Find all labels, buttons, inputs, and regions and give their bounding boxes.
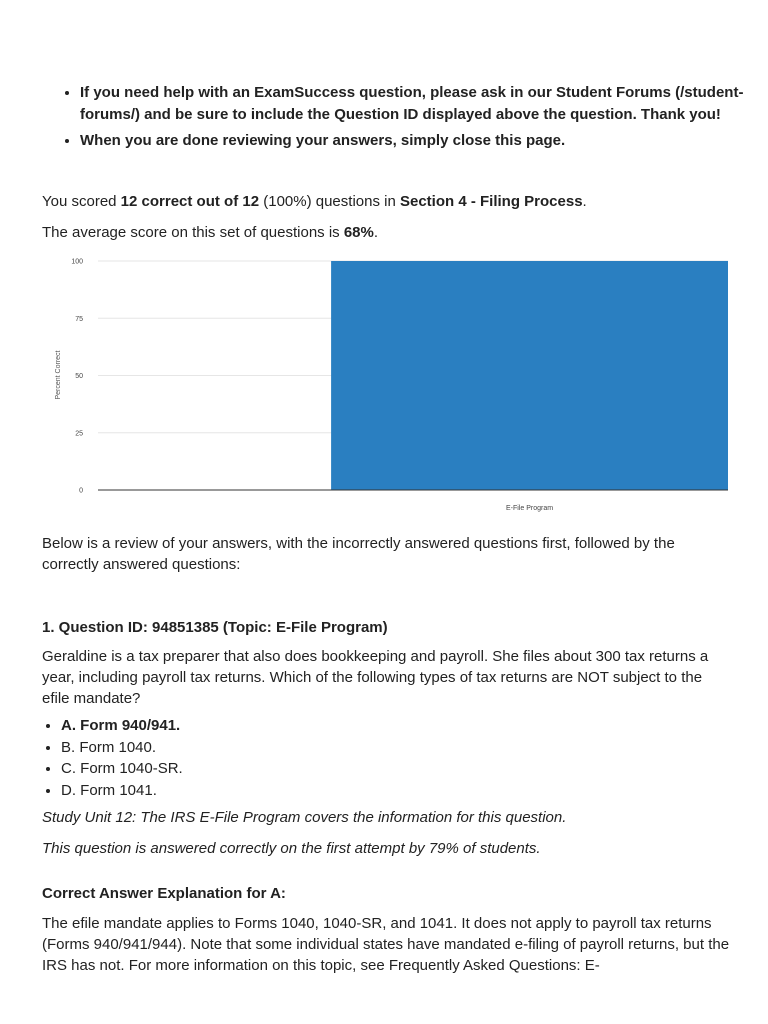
score-prefix: You scored <box>42 193 121 210</box>
score-correct: 12 correct out of 12 <box>120 193 260 210</box>
answer-choices <box>42 715 183 801</box>
chart-y-tick-label: 75 <box>75 315 83 323</box>
study-unit-note: Study Unit 12: The IRS E-File Program covers the information for this question. <box>42 809 567 826</box>
average-value: 68% <box>343 224 374 241</box>
score-chart-svg <box>42 252 732 518</box>
score-section: Section 4 - Filing Process <box>399 193 583 210</box>
question-text: Geraldine is a tax preparer that also does bookkeeping and payroll. She files about 300 tax returns a year, including payroll tax returns. Which of the following types of tax returns are NOT subject to the efile mandate? <box>42 648 709 707</box>
score-percent: (100%) questions in <box>259 193 400 210</box>
chart-y-tick-label: 100 <box>71 258 83 266</box>
average-score <box>42 222 378 243</box>
chart-bars <box>331 261 728 490</box>
chart-x-labels <box>506 505 553 512</box>
chart-bar-e-file-program <box>331 261 728 490</box>
choice-c: • C. Form 1040-SR. <box>61 758 183 780</box>
explanation-title: Correct Answer Explanation for A: <box>42 885 286 902</box>
chart-y-axis-label: Percent Correct <box>55 350 62 400</box>
question-title: 1. Question ID: 94851385 (Topic: E-File Program) <box>42 619 388 636</box>
chart-y-ticks <box>71 259 83 495</box>
first-attempt-stats: This question is answered correctly on the first attempt by 79% of students. <box>42 840 541 857</box>
chart-y-tick-label: 25 <box>75 430 83 438</box>
help-notes <box>42 82 768 157</box>
choice-b: • B. Form 1040. <box>61 737 183 759</box>
chart-x-tick-label: E-File Program <box>506 505 554 512</box>
close-note: • When you are done reviewing your answers, simply close this page. <box>80 130 768 152</box>
score-summary <box>42 191 587 212</box>
choice-d: • D. Form 1041. <box>61 780 183 802</box>
review-intro: Below is a review of your answers, with the incorrectly answered questions first, followed by the correctly answered questions: <box>42 535 675 573</box>
score-suffix: . <box>582 193 587 210</box>
chart-y-tick-label: 50 <box>75 373 83 380</box>
average-suffix: . <box>373 224 379 241</box>
explanation-text: The efile mandate applies to Forms 1040, 1040-SR, and 1041. It does not apply to payroll tax returns (Forms 940/941/944). Note that some individual states have mandated e-filing of payroll returns, but the IRS has not. For more information on this topic, see Frequently Asked Questions: E- <box>42 915 730 974</box>
score-chart <box>42 252 732 518</box>
average-prefix: The average score on this set of questions is <box>42 224 344 241</box>
choice-a: • A. Form 940/941. <box>61 715 183 737</box>
help-note: • If you need help with an ExamSuccess question, please ask in our Student Forums (/student-forums/) and be sure to include the Question ID displayed above the question. Thank you! <box>80 82 768 125</box>
chart-y-tick-label: 0 <box>79 487 83 495</box>
